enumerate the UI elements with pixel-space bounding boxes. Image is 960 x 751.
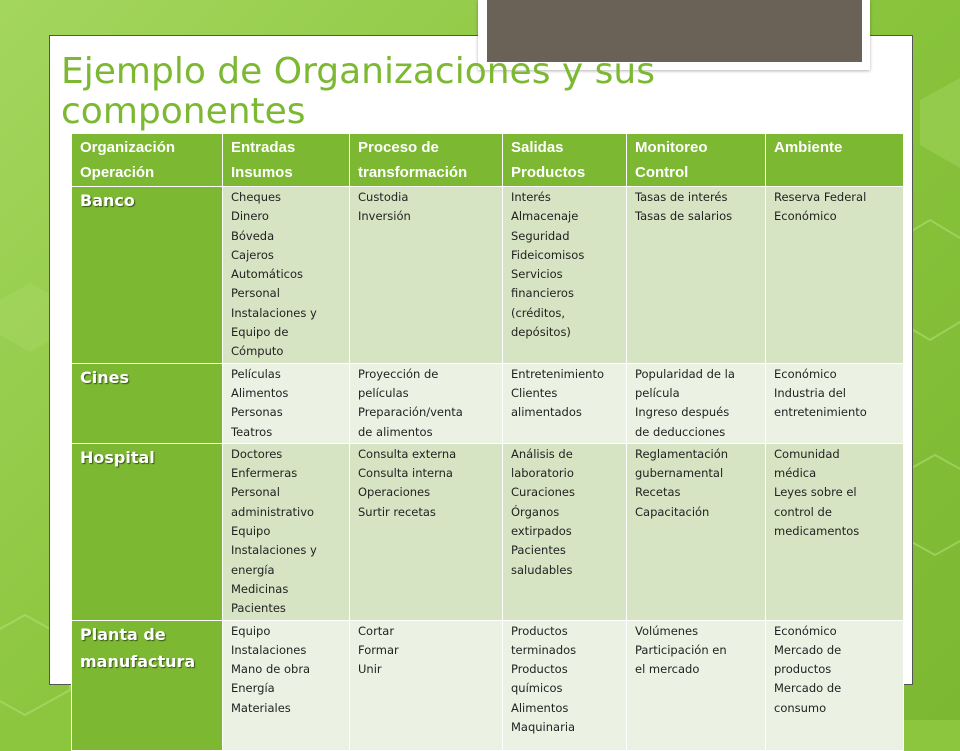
salidas-line: Servicios [511, 267, 563, 282]
salidas-line: Interés [511, 190, 551, 204]
organization-line: Cines [80, 367, 129, 387]
column-header-line: Entradas [231, 139, 296, 156]
column-header-line: Operación [80, 164, 155, 181]
proceso-line: Unir [358, 662, 382, 677]
salidas-cell [503, 443, 627, 620]
column-header [223, 134, 350, 187]
ambiente-line: Reserva Federal [774, 190, 867, 204]
entradas-line: Cajeros [231, 247, 274, 262]
proceso-line: Inversión [358, 209, 411, 224]
entradas-line: Equipo [231, 524, 271, 539]
salidas-line: saludables [511, 562, 573, 577]
header-row [72, 134, 904, 187]
salidas-line: Análisis de [511, 446, 573, 461]
ambiente-line: Industria del [774, 385, 846, 400]
monitoreo-line: Capacitación [635, 504, 710, 519]
entradas-line: Dinero [231, 209, 269, 224]
entradas-line: energía [231, 562, 275, 577]
column-header [503, 134, 627, 187]
ambiente-line: Económico [774, 366, 837, 381]
proceso-line: Formar [358, 642, 399, 657]
monitoreo-line: Ingreso después [635, 405, 730, 420]
ambiente-line: Mercado de [774, 681, 842, 696]
ambiente-line: Comunidad [774, 446, 840, 461]
ambiente-line: productos [774, 662, 832, 677]
salidas-line: Maquinaria [511, 720, 576, 735]
organization-line: Hospital [80, 447, 155, 467]
monitoreo-line: Popularidad de la [635, 366, 735, 381]
salidas-line: Fideicomisos [511, 247, 585, 262]
monitoreo-line: Participación en [635, 642, 727, 657]
column-header-line: Control [635, 164, 689, 181]
salidas-cell [503, 363, 627, 443]
ambiente-cell [766, 620, 904, 750]
ambiente-line: entretenimiento [774, 405, 867, 420]
ambiente-line: medicamentos [774, 524, 860, 539]
entradas-line: Pacientes [231, 601, 286, 616]
entradas-line: administrativo [231, 504, 315, 519]
salidas-line: Seguridad [511, 228, 570, 243]
column-header-line: transformación [358, 164, 468, 181]
salidas-line: laboratorio [511, 466, 574, 481]
slide-title: Ejemplo de Organizaciones y sus componentes [61, 51, 655, 132]
monitoreo-cell [627, 363, 766, 443]
column-header [627, 134, 766, 187]
proceso-line: Proyección de [358, 366, 439, 381]
proceso-cell [350, 187, 503, 364]
column-header [350, 134, 503, 187]
salidas-line: (créditos, [511, 305, 566, 320]
salidas-line: químicos [511, 681, 563, 696]
proceso-line: de alimentos [358, 424, 433, 439]
monitoreo-line: Tasas de interés [635, 190, 728, 204]
proceso-line: Preparación/venta [358, 405, 463, 420]
salidas-cell [503, 187, 627, 364]
organization-line: Banco [80, 191, 135, 210]
proceso-line: Surtir recetas [358, 504, 436, 519]
entradas-line: Medicinas [231, 581, 289, 596]
table-row [72, 363, 904, 443]
monitoreo-line: Recetas [635, 485, 681, 500]
entradas-line: Energía [231, 681, 275, 696]
proceso-cell [350, 363, 503, 443]
monitoreo-line: el mercado [635, 662, 700, 677]
organization-line: manufactura [80, 651, 196, 671]
entradas-line: Automáticos [231, 267, 304, 282]
entradas-cell [223, 363, 350, 443]
entradas-line: Cómputo [231, 344, 284, 359]
entradas-cell [223, 620, 350, 750]
entradas-cell [223, 187, 350, 364]
column-header-line: Salidas [511, 139, 564, 156]
monitoreo-line: Volúmenes [635, 623, 699, 638]
salidas-line: alimentados [511, 405, 582, 420]
salidas-line: financieros [511, 286, 574, 301]
proceso-line: películas [358, 385, 409, 400]
entradas-line: Doctores [231, 446, 283, 461]
table-row [72, 620, 904, 750]
entradas-line: Cheques [231, 190, 282, 204]
salidas-line: Clientes [511, 385, 558, 400]
column-header-line: Monitoreo [635, 139, 708, 156]
salidas-line: Curaciones [511, 485, 576, 500]
entradas-line: Alimentos [231, 385, 289, 400]
organization-cell [72, 620, 223, 750]
salidas-cell [503, 620, 627, 750]
entradas-line: Teatros [231, 424, 273, 439]
salidas-line: Productos [511, 623, 568, 638]
entradas-line: Enfermeras [231, 466, 298, 481]
organization-cell [72, 363, 223, 443]
table-row [72, 187, 904, 364]
entradas-line: Personal [231, 485, 280, 500]
organization-cell [72, 187, 223, 364]
salidas-line: depósitos) [511, 325, 571, 340]
ambiente-cell [766, 187, 904, 364]
salidas-line: Productos [511, 662, 568, 677]
proceso-line: Operaciones [358, 485, 431, 500]
ambiente-line: consumo [774, 700, 827, 715]
proceso-line: Custodia [358, 190, 409, 204]
entradas-line: Instalaciones y [231, 305, 317, 320]
monitoreo-cell [627, 187, 766, 364]
salidas-line: Alimentos [511, 700, 569, 715]
salidas-line: Órganos [511, 504, 560, 519]
column-header-line: Insumos [231, 164, 293, 181]
entradas-cell [223, 443, 350, 620]
table-row [72, 443, 904, 620]
entradas-line: Personas [231, 405, 283, 420]
entradas-line: Equipo de [231, 325, 289, 340]
column-header-line: Organización [80, 139, 176, 156]
ambiente-line: Mercado de [774, 642, 842, 657]
entradas-line: Materiales [231, 700, 291, 715]
proceso-cell [350, 620, 503, 750]
column-header-line: Proceso de [358, 139, 439, 156]
monitoreo-line: gubernamental [635, 466, 724, 481]
salidas-line: Pacientes [511, 543, 566, 558]
salidas-line: terminados [511, 642, 577, 657]
monitoreo-line: película [635, 385, 680, 400]
ambiente-line: Económico [774, 209, 837, 224]
monitoreo-line: de deducciones [635, 424, 726, 439]
ambiente-line: Leyes sobre el [774, 485, 857, 500]
monitoreo-line: Reglamentación [635, 446, 729, 461]
entradas-line: Mano de obra [231, 662, 311, 677]
proceso-line: Cortar [358, 623, 395, 638]
entradas-line: Equipo [231, 623, 271, 638]
proceso-line: Consulta interna [358, 466, 453, 481]
column-header [766, 134, 904, 187]
salidas-line: extirpados [511, 524, 572, 539]
ambiente-line: médica [774, 466, 817, 481]
proceso-line: Consulta externa [358, 446, 457, 461]
ambiente-cell [766, 443, 904, 620]
column-header-line: Ambiente [774, 139, 843, 156]
monitoreo-cell [627, 443, 766, 620]
monitoreo-line: Tasas de salarios [635, 209, 733, 224]
entradas-line: Películas [231, 366, 281, 381]
entradas-line: Instalaciones [231, 642, 307, 657]
organizations-table [71, 133, 904, 751]
ambiente-line: Económico [774, 623, 837, 638]
entradas-line: Bóveda [231, 228, 275, 243]
ambiente-cell [766, 363, 904, 443]
proceso-cell [350, 443, 503, 620]
entradas-line: Instalaciones y [231, 543, 317, 558]
organization-cell [72, 443, 223, 620]
ambiente-line: control de [774, 504, 832, 519]
column-header-line: Productos [511, 164, 586, 181]
column-header [72, 134, 223, 187]
organization-line: Planta de [80, 624, 166, 644]
salidas-line: Almacenaje [511, 209, 579, 224]
monitoreo-cell [627, 620, 766, 750]
entradas-line: Personal [231, 286, 280, 301]
salidas-line: Entretenimiento [511, 366, 604, 381]
